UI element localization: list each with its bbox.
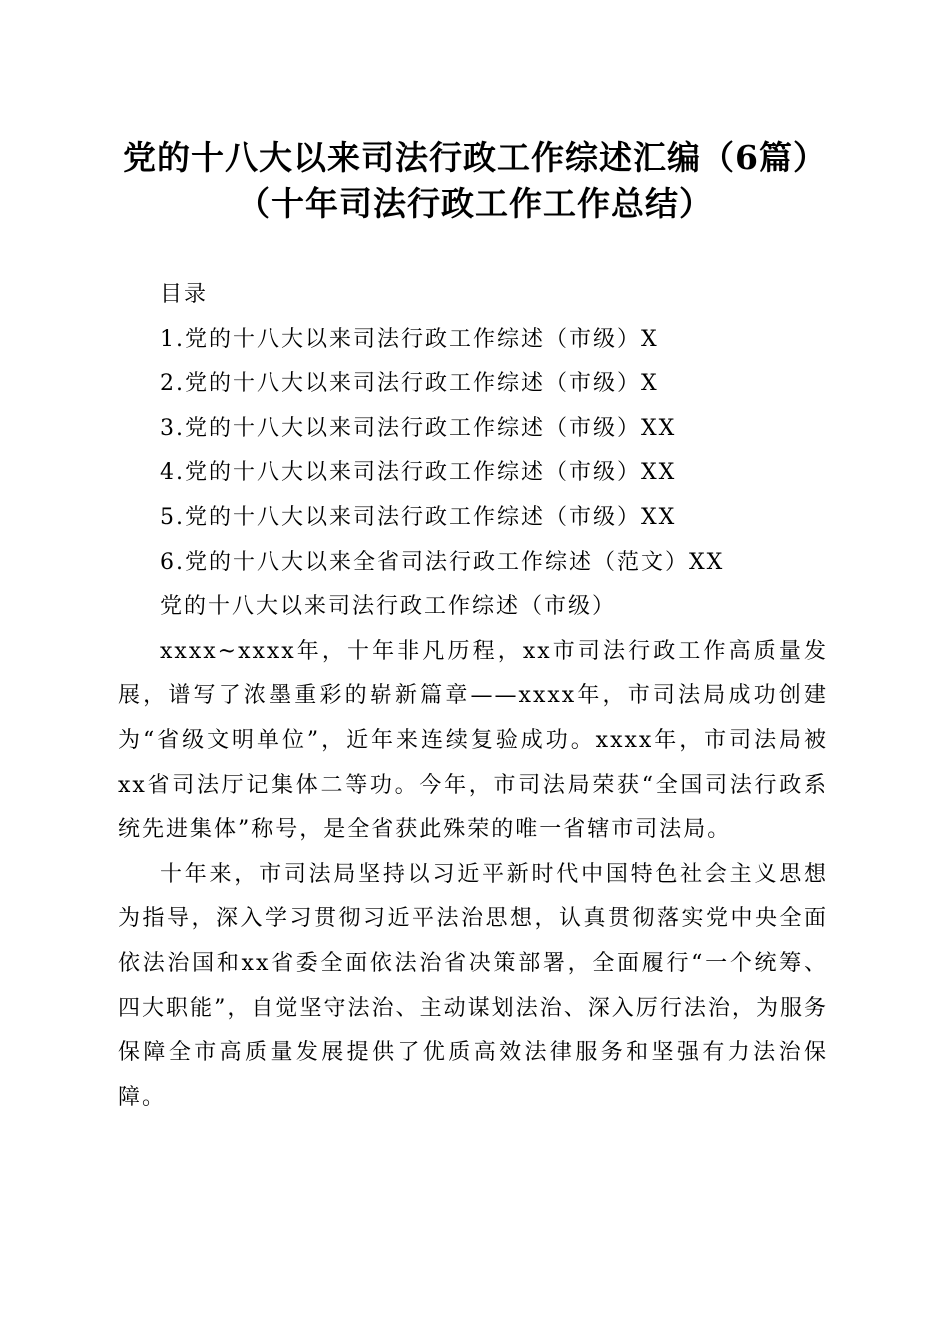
body-paragraph: 十年来，市司法局坚持以习近平新时代中国特色社会主义思想为指导，深入学习贯彻习近平法治思想，认真贯彻落实党中央全面依法治国和xx省委全面依法治省决策部署，全面履行“一个统筹、四大职能”，自觉坚守法治、主动谋划法治、深入厉行法治，为服务保障全市高质量发展提供了优质高效法律服务和坚强有力法治保障。 xyxy=(118,861,828,1110)
body-paragraph: xxxx~xxxx年，十年非凡历程，xx市司法行政工作高质量发展，谱写了浓墨重彩的崭新篇章——xxxx年，市司法局成功创建为“省级文明单位”，近年来连续复验成功。xxxx年，市司法局被xx省司法厅记集体二等功。今年，市司法局荣获“全国司法行政系统先进集体”称号，是全省获此殊荣的唯一省辖市司法局。 xyxy=(118,638,828,843)
toc-item: 2.党的十八大以来司法行政工作综述（市级）X xyxy=(160,371,659,397)
toc-item: 6.党的十八大以来全省司法行政工作综述（范文）XX xyxy=(160,549,725,575)
toc-item: 5.党的十八大以来司法行政工作综述（市级）XX xyxy=(160,504,677,530)
toc-item: 3.党的十八大以来司法行政工作综述（市级）XX xyxy=(160,415,677,441)
toc-item: 4.党的十八大以来司法行政工作综述（市级）XX xyxy=(160,460,677,486)
document-body xyxy=(118,273,828,1120)
toc-heading: 目录 xyxy=(160,282,209,307)
section-heading: 党的十八大以来司法行政工作综述（市级） xyxy=(160,594,617,620)
toc-item: 1.党的十八大以来司法行政工作综述（市级）X xyxy=(160,326,659,352)
document-title: 党的十八大以来司法行政工作综述汇编（6篇）（十年司法行政工作工作总结） xyxy=(123,138,827,223)
